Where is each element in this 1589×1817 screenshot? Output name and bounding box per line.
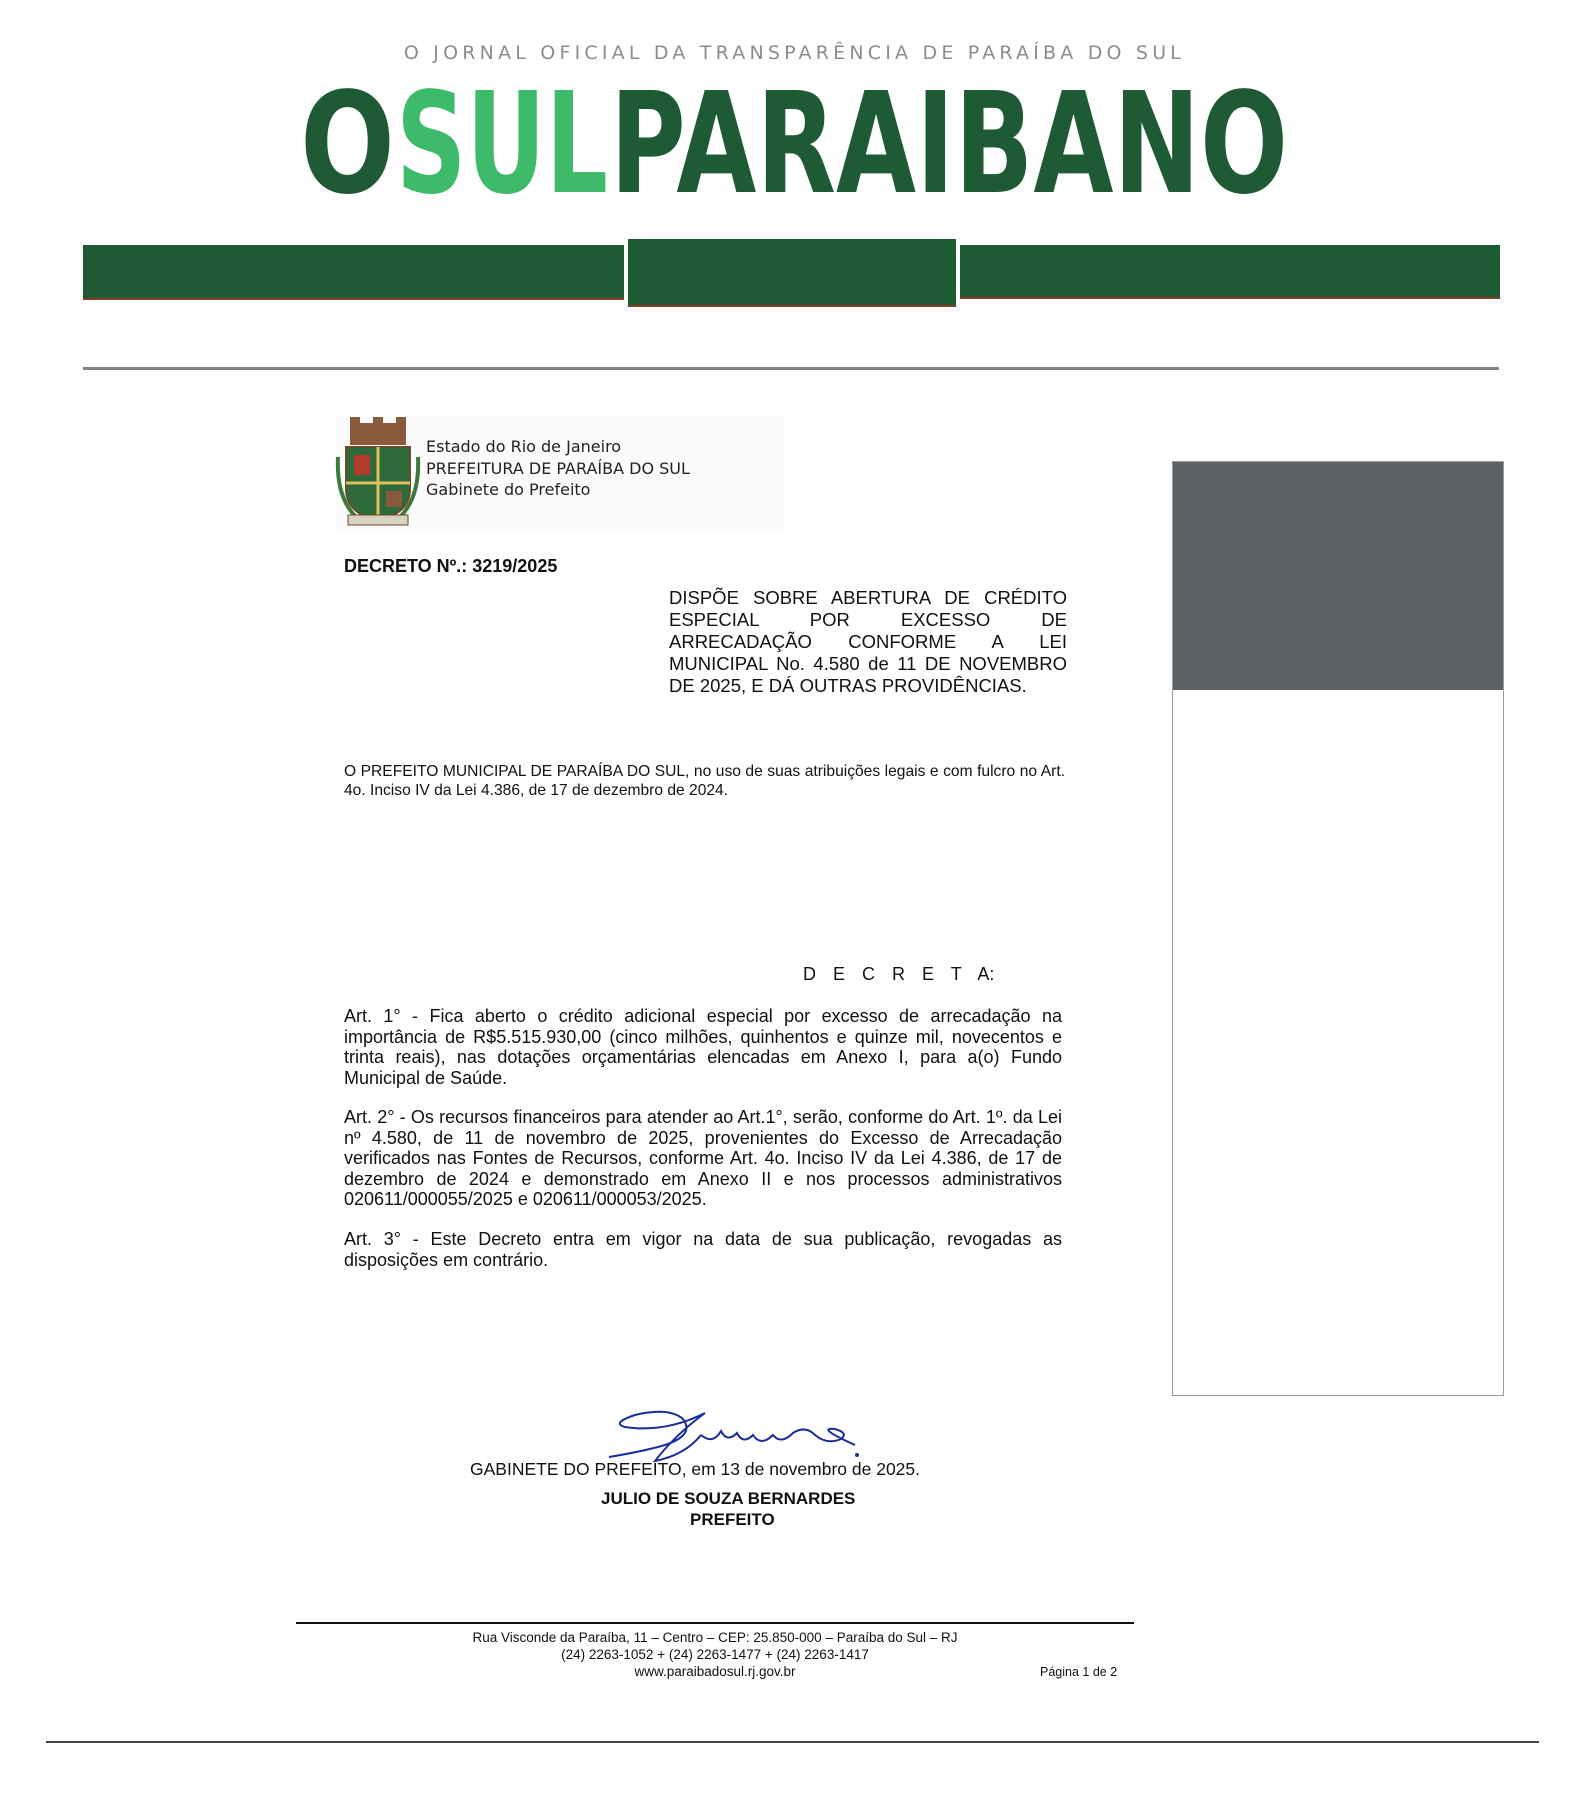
newspaper-tagline: O JORNAL OFICIAL DA TRANSPARÊNCIA DE PARAÍBA DO SUL — [403, 42, 1186, 64]
logo-word-o: O — [300, 63, 395, 226]
page-bottom-divider — [46, 1741, 1539, 1743]
newspaper-logo — [300, 63, 1290, 226]
side-panel — [1172, 461, 1504, 1396]
article-1: Art. 1° - Fica aberto o crédito adicional especial por excesso de arrecadação na importância de R$5.515.930,00 (cinco milhões, quinhentos e quinze mil, novecentos e trinta reais), nas dotações orçamentárias elencadas em Anexo I, para a(o) Fundo Municipal de Saúde. — [344, 1006, 1062, 1088]
page-number: Página 1 de 2 — [1040, 1665, 1118, 1679]
header-band-right — [960, 245, 1500, 299]
coat-of-arms-icon — [336, 417, 420, 531]
decree-number: DECRETO Nº.: 3219/2025 — [344, 556, 558, 576]
footer-website: www.paraibadosul.rj.gov.br — [634, 1664, 796, 1679]
closing-date: GABINETE DO PREFEITO, em 13 de novembro de 2025. — [470, 1459, 921, 1479]
decreta-heading: D E C R E T A: — [803, 964, 995, 984]
decree-summary: DISPÕE SOBRE ABERTURA DE CRÉDITO ESPECIAL POR EXCESSO DE ARRECADAÇÃO CONFORME A LEI MUNICIPAL No. 4.580 de 11 DE NOVEMBRO DE 2025, E DÁ OUTRAS PROVIDÊNCIAS. — [669, 587, 1067, 696]
logo-word-paraibano: PARAIBANO — [610, 63, 1288, 226]
letterhead-office: Gabinete do Prefeito — [426, 480, 591, 499]
letterhead-state: Estado do Rio de Janeiro — [426, 437, 622, 456]
decree-preamble: O PREFEITO MUNICIPAL DE PARAÍBA DO SUL, no uso de suas atribuições legais e com fulcro no Art. 4o. Inciso IV da Lei 4.386, de 17 de dezembro de 2024. — [344, 763, 1065, 799]
article-3: Art. 3° - Este Decreto entra em vigor na data de sua publicação, revogadas as disposições em contrário. — [344, 1229, 1062, 1270]
header-band-left — [83, 245, 624, 300]
footer-phones: (24) 2263-1052 + (24) 2263-1477 + (24) 2263-1417 — [561, 1647, 869, 1662]
signer-title: PREFEITO — [690, 1510, 775, 1529]
side-panel-dark-block — [1173, 462, 1503, 690]
footer-divider — [296, 1622, 1134, 1624]
article-2: Art. 2° - Os recursos financeiros para atender ao Art.1°, serão, conforme do Art. 1º. da Lei nº 4.580, de 11 de novembro de 2025, provenientes do Excesso de Arrecadação verificados nas Fontes de Recursos, conforme Art. 4o. Inciso IV da Lei 4.386, de 17 de dezembro de 2024 e demonstrado em Anexo II e nos processos administrativos 020611/000055/2025 e 020611/000053/2025. — [344, 1107, 1062, 1209]
logo-word-sul: SUL — [396, 63, 608, 226]
signature-icon — [605, 1405, 865, 1467]
header-divider — [83, 367, 1499, 370]
header-band-center — [628, 239, 956, 307]
footer-address: Rua Visconde da Paraíba, 11 – Centro – CEP: 25.850-000 – Paraíba do Sul – RJ — [472, 1630, 958, 1645]
footer-block — [296, 1629, 1134, 1680]
letterhead-text — [426, 436, 690, 501]
letterhead-prefecture: PREFEITURA DE PARAÍBA DO SUL — [426, 458, 690, 478]
signer-name: JULIO DE SOUZA BERNARDES — [601, 1489, 856, 1508]
